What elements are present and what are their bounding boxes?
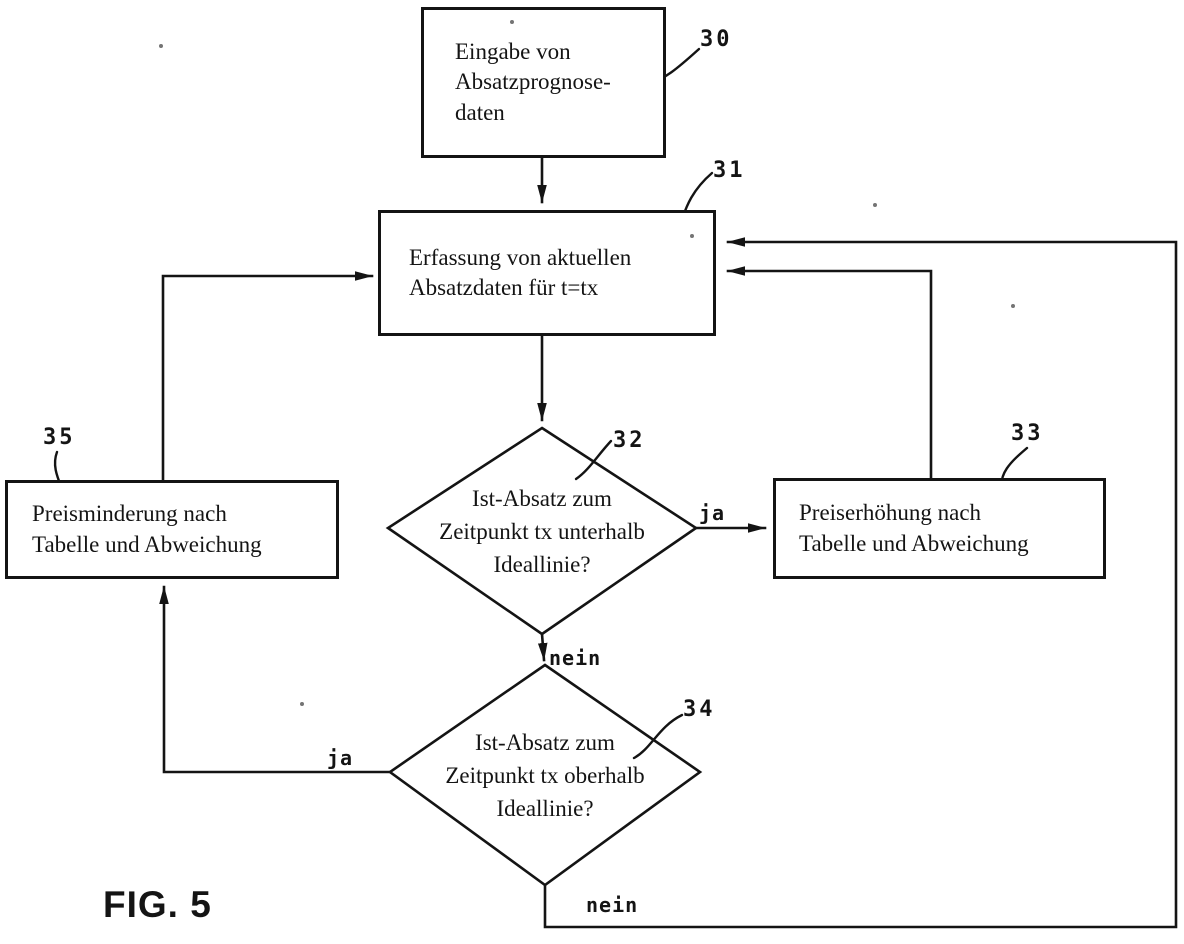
scan-speck — [159, 44, 163, 48]
decision-32-text: Ist-Absatz zum Zeitpunkt tx unterhalb Ideallinie? — [439, 486, 645, 577]
ref-label-35: 35 — [43, 425, 76, 450]
branch-label-ja-32: ja — [699, 501, 726, 525]
ref-label-31: 31 — [713, 158, 746, 183]
process-box-35 — [5, 480, 339, 579]
edge-decision32-nein-to-decision34 — [542, 634, 544, 660]
scan-speck — [1011, 304, 1015, 308]
edge-box33-to-box31 — [728, 271, 931, 478]
process-box-30 — [421, 7, 666, 158]
process-box-33 — [773, 478, 1106, 579]
scan-speck — [510, 20, 514, 24]
ref-label-33: 33 — [1011, 421, 1044, 446]
edge-box35-to-box31 — [163, 276, 372, 480]
scan-speck — [300, 702, 304, 706]
branch-label-nein-34: nein — [586, 893, 639, 917]
figure-label: FIG. 5 — [103, 884, 212, 925]
edge-decision34-ja-to-box35 — [164, 587, 390, 772]
box-33-text: Preiserhöhung nach Tabelle und Abweichung — [799, 500, 1029, 556]
ref-label-32: 32 — [613, 428, 646, 453]
box-31-text: Erfassung von aktuellen Absatzdaten für t=tx — [409, 244, 632, 300]
scan-speck — [873, 203, 877, 207]
box-30-text: Eingabe von Absatzprognose- daten — [455, 38, 611, 125]
ref-label-34: 34 — [683, 697, 716, 722]
branch-label-ja-34: ja — [327, 746, 354, 770]
process-box-31 — [378, 210, 716, 336]
ref-label-30: 30 — [700, 27, 733, 52]
decision-34-text: Ist-Absatz zum Zeitpunkt tx oberhalb Ideallinie? — [445, 730, 645, 821]
scan-speck — [690, 234, 694, 238]
box-35-text: Preisminderung nach Tabelle und Abweichung — [32, 501, 262, 557]
branch-label-nein-32: nein — [549, 646, 602, 670]
